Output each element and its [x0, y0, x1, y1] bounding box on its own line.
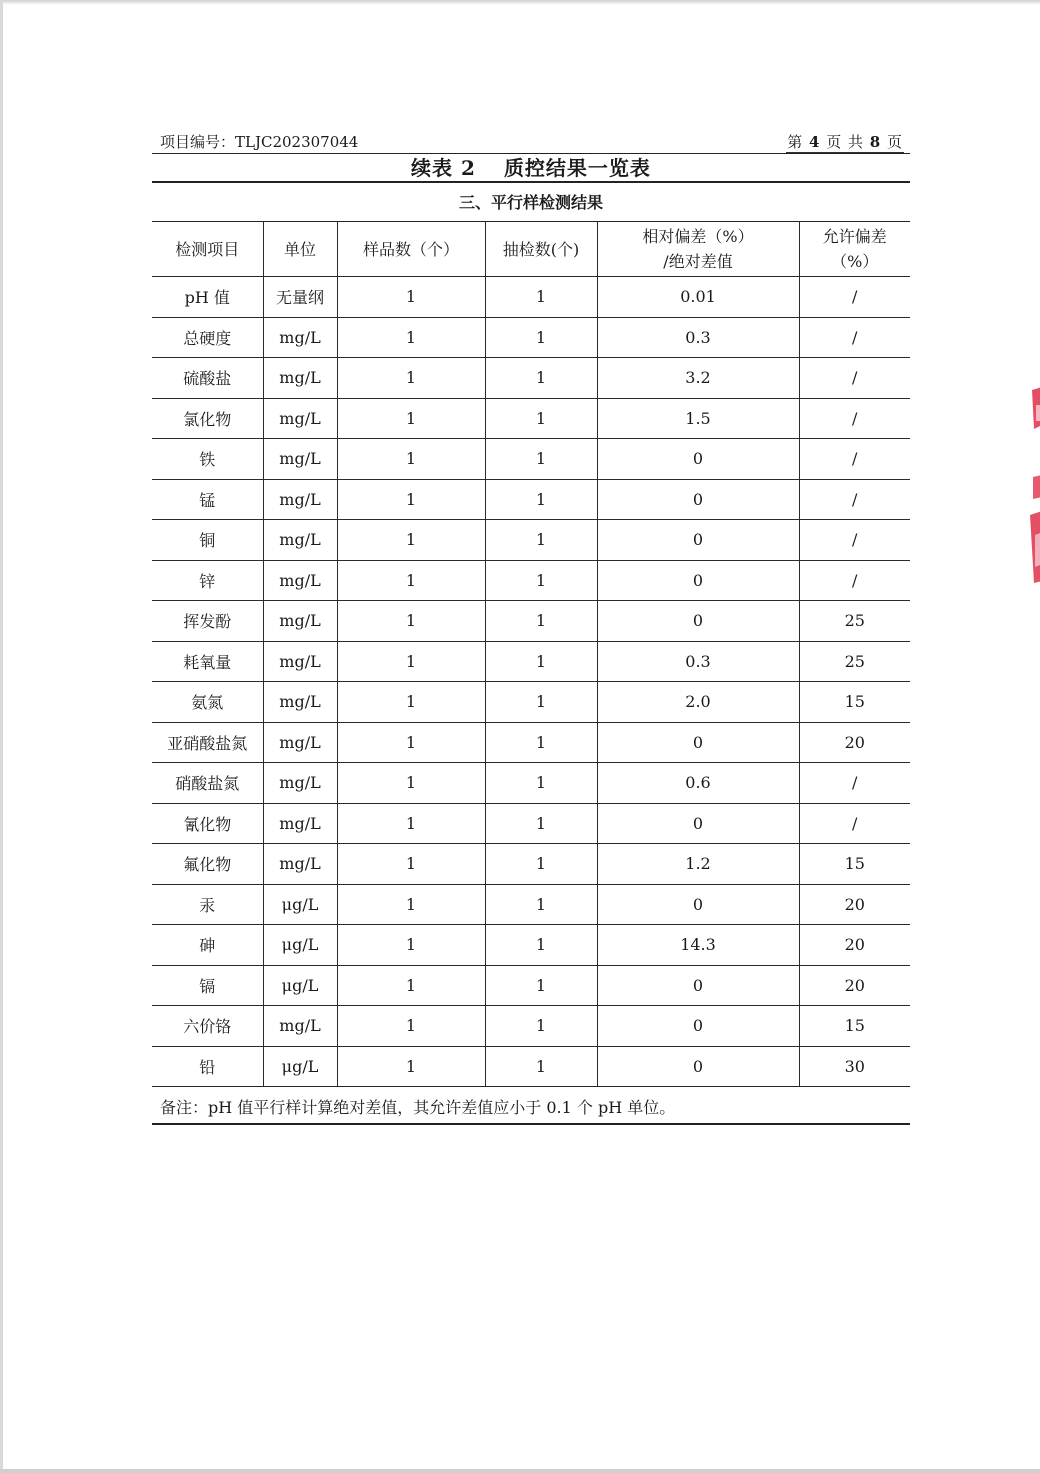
cell-unit: mg/L	[263, 439, 337, 480]
cell-unit: μg/L	[263, 965, 337, 1006]
cell-item: 氯化物	[152, 398, 263, 439]
cell-check-count: 1	[485, 803, 597, 844]
cell-sample-count: 1	[337, 965, 485, 1006]
cell-allowed: 20	[799, 965, 910, 1006]
cell-unit: μg/L	[263, 925, 337, 966]
cell-item: 硫酸盐	[152, 358, 263, 399]
page-total: 8	[869, 133, 882, 151]
cell-sample-count: 1	[337, 398, 485, 439]
header-item: 检测项目	[152, 222, 263, 277]
table-row	[152, 277, 910, 318]
cell-item: 氰化物	[152, 803, 263, 844]
cell-sample-count: 1	[337, 1006, 485, 1047]
parallel-sample-table	[152, 221, 910, 1087]
header-allowed	[799, 222, 910, 277]
page-prefix: 第	[787, 133, 804, 151]
cell-deviation: 0	[597, 560, 799, 601]
header-allowed-line2: （%）	[831, 252, 879, 271]
page-current: 4	[808, 133, 821, 151]
cell-deviation: 0	[597, 479, 799, 520]
cell-check-count: 1	[485, 965, 597, 1006]
cell-unit: 无量纲	[263, 277, 337, 318]
cell-deviation: 1.2	[597, 844, 799, 885]
cell-item: 挥发酚	[152, 601, 263, 642]
cell-unit: mg/L	[263, 641, 337, 682]
cell-allowed: 20	[799, 722, 910, 763]
cell-deviation: 0.01	[597, 277, 799, 318]
cell-sample-count: 1	[337, 479, 485, 520]
cell-sample-count: 1	[337, 682, 485, 723]
cell-allowed: /	[799, 763, 910, 804]
cell-check-count: 1	[485, 398, 597, 439]
cell-unit: μg/L	[263, 884, 337, 925]
cell-allowed: /	[799, 560, 910, 601]
cell-item: 硝酸盐氮	[152, 763, 263, 804]
cell-allowed: 25	[799, 601, 910, 642]
table-title	[152, 152, 910, 181]
cell-sample-count: 1	[337, 439, 485, 480]
cell-unit: mg/L	[263, 358, 337, 399]
table-row	[152, 925, 910, 966]
cell-allowed: /	[799, 803, 910, 844]
cell-allowed: /	[799, 358, 910, 399]
cell-deviation: 0.3	[597, 317, 799, 358]
cell-deviation: 0	[597, 884, 799, 925]
cell-check-count: 1	[485, 1006, 597, 1047]
cell-unit: mg/L	[263, 682, 337, 723]
cell-allowed: /	[799, 277, 910, 318]
cell-allowed: /	[799, 317, 910, 358]
cell-sample-count: 1	[337, 560, 485, 601]
header-unit: 单位	[263, 222, 337, 277]
table-row	[152, 1006, 910, 1047]
cell-unit: mg/L	[263, 763, 337, 804]
cell-check-count: 1	[485, 439, 597, 480]
cell-allowed: 15	[799, 682, 910, 723]
table-row	[152, 682, 910, 723]
cell-deviation: 0.3	[597, 641, 799, 682]
cell-deviation: 0.6	[597, 763, 799, 804]
cell-allowed: 15	[799, 844, 910, 885]
cell-item: 亚硝酸盐氮	[152, 722, 263, 763]
cell-sample-count: 1	[337, 844, 485, 885]
cell-check-count: 1	[485, 763, 597, 804]
cell-check-count: 1	[485, 682, 597, 723]
cell-item: 氨氮	[152, 682, 263, 723]
cell-unit: mg/L	[263, 803, 337, 844]
cell-allowed: /	[799, 439, 910, 480]
cell-unit: mg/L	[263, 398, 337, 439]
cell-item: 总硬度	[152, 317, 263, 358]
cell-sample-count: 1	[337, 358, 485, 399]
table-row	[152, 398, 910, 439]
scan-edge-left	[0, 0, 3, 1473]
cell-sample-count: 1	[337, 884, 485, 925]
page-suffix: 页	[886, 133, 903, 151]
table-row	[152, 803, 910, 844]
cell-allowed: 20	[799, 884, 910, 925]
cell-allowed: 30	[799, 1046, 910, 1087]
cell-deviation: 0	[597, 520, 799, 561]
cell-item: 汞	[152, 884, 263, 925]
cell-item: 六价铬	[152, 1006, 263, 1047]
section-title: 三、平行样检测结果	[458, 193, 603, 212]
cell-allowed: /	[799, 398, 910, 439]
cell-sample-count: 1	[337, 1046, 485, 1087]
scan-edge-bottom	[0, 1469, 1040, 1473]
cell-unit: mg/L	[263, 520, 337, 561]
cell-sample-count: 1	[337, 925, 485, 966]
cell-allowed: /	[799, 520, 910, 561]
cell-check-count: 1	[485, 641, 597, 682]
cell-deviation: 0	[597, 722, 799, 763]
cell-check-count: 1	[485, 479, 597, 520]
table-row	[152, 317, 910, 358]
cell-check-count: 1	[485, 277, 597, 318]
red-seal-stamp-edge	[1018, 385, 1040, 585]
cell-deviation: 0	[597, 965, 799, 1006]
cell-check-count: 1	[485, 317, 597, 358]
cell-sample-count: 1	[337, 277, 485, 318]
cell-item: 砷	[152, 925, 263, 966]
table-row	[152, 520, 910, 561]
cell-item: pH 值	[152, 277, 263, 318]
project-number: 项目编号：TLJC202307044	[160, 133, 359, 151]
page-middle: 页 共	[826, 133, 864, 151]
cell-sample-count: 1	[337, 317, 485, 358]
table-title-text: 质控结果一览表	[503, 156, 651, 180]
cell-allowed: 15	[799, 1006, 910, 1047]
cell-check-count: 1	[485, 560, 597, 601]
cell-deviation: 0	[597, 1006, 799, 1047]
table-row	[152, 479, 910, 520]
cell-item: 氟化物	[152, 844, 263, 885]
table-row	[152, 965, 910, 1006]
cell-deviation: 0	[597, 439, 799, 480]
cell-allowed: 25	[799, 641, 910, 682]
header-deviation-line1: 相对偏差（%）	[642, 227, 754, 246]
table-row	[152, 358, 910, 399]
cell-check-count: 1	[485, 601, 597, 642]
cell-check-count: 1	[485, 520, 597, 561]
header-deviation	[597, 222, 799, 277]
cell-deviation: 1.5	[597, 398, 799, 439]
cell-deviation: 0	[597, 1046, 799, 1087]
cell-item: 铜	[152, 520, 263, 561]
cell-check-count: 1	[485, 722, 597, 763]
cell-deviation: 0	[597, 803, 799, 844]
cell-check-count: 1	[485, 1046, 597, 1087]
cell-item: 铁	[152, 439, 263, 480]
cell-item: 镉	[152, 965, 263, 1006]
cell-unit: mg/L	[263, 722, 337, 763]
cell-item: 锌	[152, 560, 263, 601]
header-sample-count: 样品数（个）	[337, 222, 485, 277]
cell-sample-count: 1	[337, 803, 485, 844]
header-allowed-line1: 允许偏差	[822, 227, 887, 246]
header-check-count: 抽检数(个)	[485, 222, 597, 277]
cell-sample-count: 1	[337, 520, 485, 561]
cell-allowed: /	[799, 479, 910, 520]
table-row	[152, 560, 910, 601]
cell-deviation: 2.0	[597, 682, 799, 723]
cell-sample-count: 1	[337, 641, 485, 682]
table-row	[152, 884, 910, 925]
table-header-row	[152, 222, 910, 277]
cell-item: 耗氧量	[152, 641, 263, 682]
cell-unit: mg/L	[263, 1006, 337, 1047]
table-row	[152, 722, 910, 763]
header-deviation-line2: /绝对差值	[663, 252, 733, 271]
cell-unit: mg/L	[263, 479, 337, 520]
cell-deviation: 0	[597, 601, 799, 642]
table-title-label: 续表 2	[411, 156, 476, 180]
page-indicator	[787, 131, 903, 152]
cell-unit: mg/L	[263, 317, 337, 358]
cell-check-count: 1	[485, 925, 597, 966]
title-rule	[152, 181, 910, 183]
table-row	[152, 439, 910, 480]
cell-allowed: 20	[799, 925, 910, 966]
cell-unit: mg/L	[263, 560, 337, 601]
cell-check-count: 1	[485, 358, 597, 399]
cell-deviation: 3.2	[597, 358, 799, 399]
cell-item: 铅	[152, 1046, 263, 1087]
note-rule	[152, 1123, 910, 1125]
cell-deviation: 14.3	[597, 925, 799, 966]
cell-check-count: 1	[485, 884, 597, 925]
cell-unit: mg/L	[263, 601, 337, 642]
cell-unit: μg/L	[263, 1046, 337, 1087]
cell-unit: mg/L	[263, 844, 337, 885]
table-row	[152, 1046, 910, 1087]
table-row	[152, 601, 910, 642]
cell-sample-count: 1	[337, 763, 485, 804]
cell-sample-count: 1	[337, 601, 485, 642]
table-note: 备注：pH 值平行样计算绝对差值，其允许差值应小于 0.1 个 pH 单位。	[160, 1098, 676, 1117]
cell-item: 锰	[152, 479, 263, 520]
table-row	[152, 763, 910, 804]
cell-sample-count: 1	[337, 722, 485, 763]
table-row	[152, 844, 910, 885]
scan-edge-top	[0, 0, 1040, 5]
table-row	[152, 641, 910, 682]
cell-check-count: 1	[485, 844, 597, 885]
